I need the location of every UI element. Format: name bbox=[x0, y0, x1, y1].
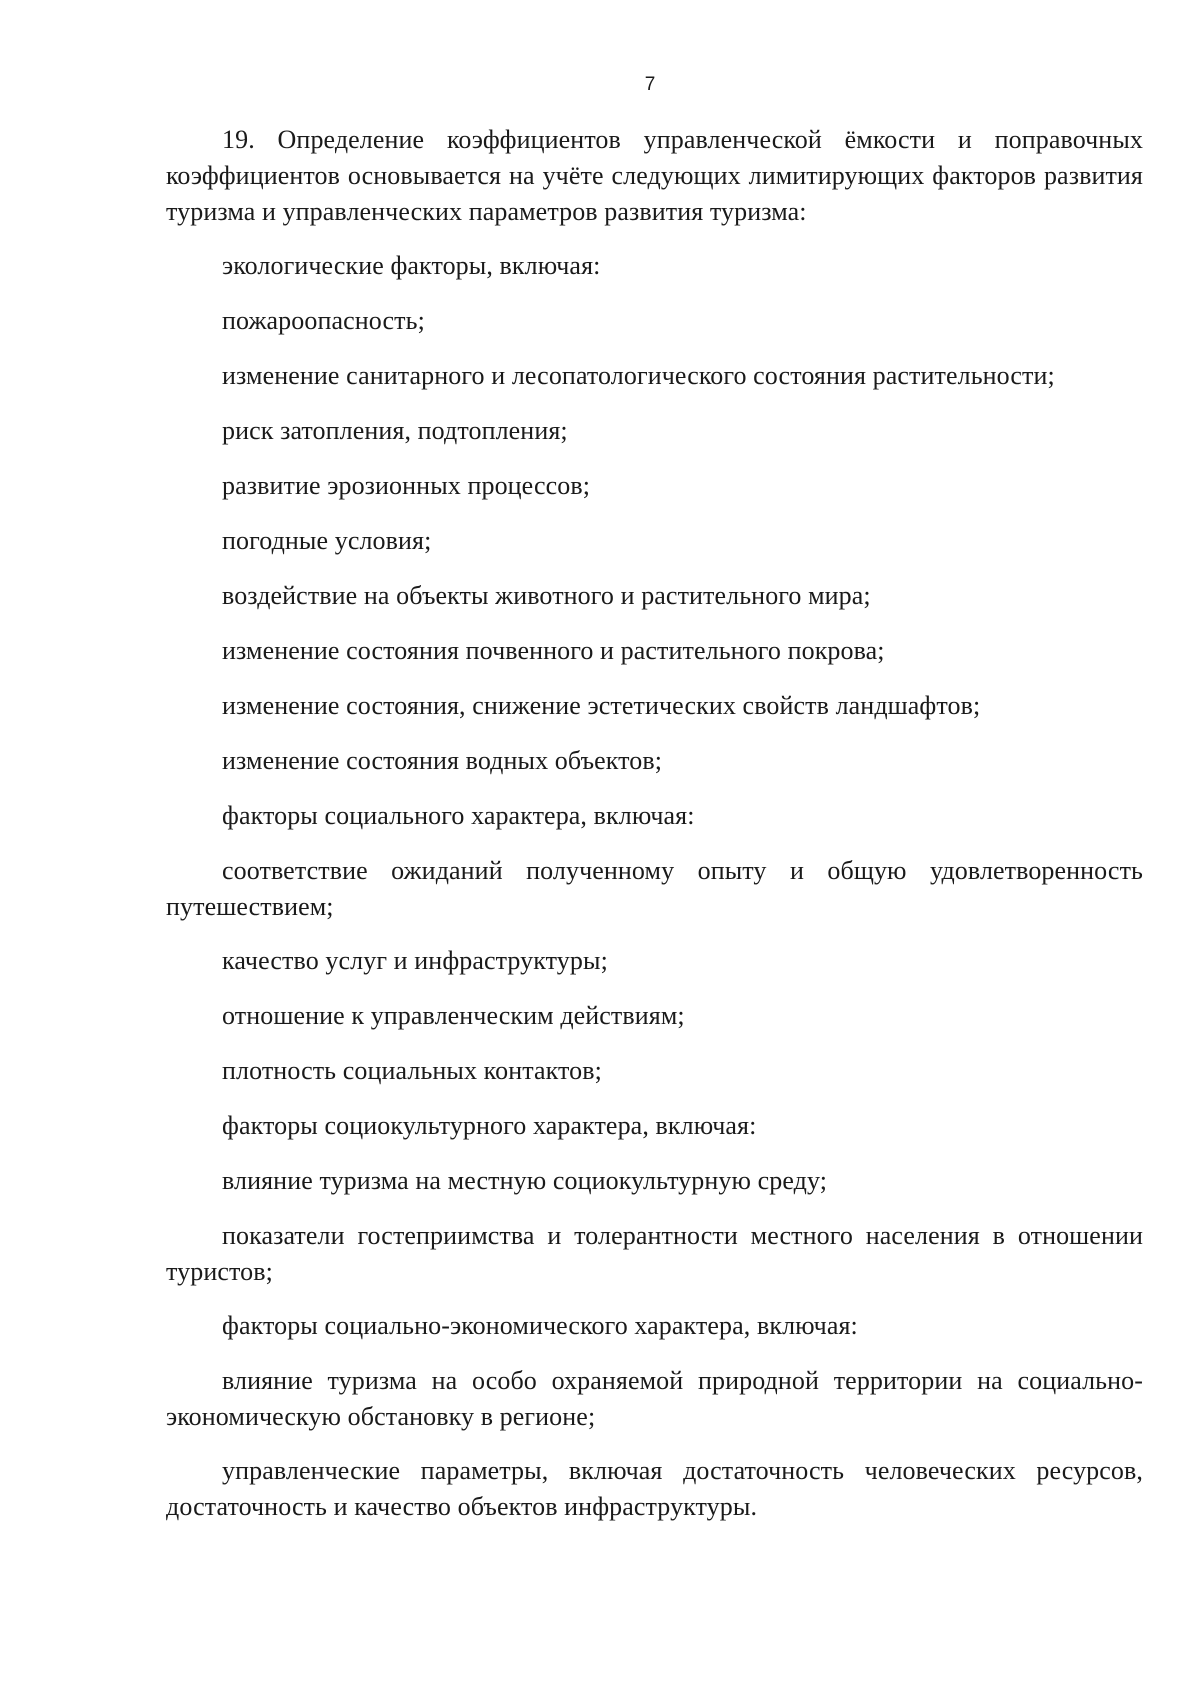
list-item-sociocultural-factors: факторы социокультурного характера, включая: bbox=[222, 1111, 757, 1140]
list-item-management-parameters: управленческие параметры, включая достаточность человеческих ресурсов, достаточность и качество объектов инфраструктуры. bbox=[166, 1456, 1143, 1521]
paragraph-19: 19. Определение коэффициентов управленческой ёмкости и поправочных коэффициентов основывается на учёте следующих лимитирующих факторов развития туризма и управленческих параметров развития туризма: bbox=[166, 125, 1143, 226]
list-item-sociocultural-impact: влияние туризма на местную социокультурную среду; bbox=[222, 1166, 828, 1195]
list-item-weather: погодные условия; bbox=[222, 526, 432, 555]
list-item-soil-cover: изменение состояния почвенного и растительного покрова; bbox=[222, 636, 885, 665]
list-item-vegetation-condition: изменение санитарного и лесопатологического состояния растительности; bbox=[222, 361, 1055, 390]
list-item-fire-hazard: пожароопасность; bbox=[222, 306, 425, 335]
list-item-erosion: развитие эрозионных процессов; bbox=[222, 471, 591, 500]
list-item-socioeconomic-impact: влияние туризма на особо охраняемой природной территории на социально-экономическую обстановку в регионе; bbox=[166, 1366, 1143, 1431]
list-item-ecological-factors: экологические факторы, включая: bbox=[222, 251, 601, 280]
list-item-expectations: соответствие ожиданий полученному опыту и общую удовлетворенность путешествием; bbox=[166, 856, 1143, 921]
list-item-service-quality: качество услуг и инфраструктуры; bbox=[222, 946, 608, 975]
list-item-water-bodies: изменение состояния водных объектов; bbox=[222, 746, 663, 775]
list-item-socioeconomic-factors: факторы социально-экономического характера, включая: bbox=[222, 1311, 858, 1340]
list-item-wildlife-impact: воздействие на объекты животного и растительного мира; bbox=[222, 581, 871, 610]
list-item-social-factors: факторы социального характера, включая: bbox=[222, 801, 695, 830]
list-item-hospitality: показатели гостеприимства и толерантности местного населения в отношении туристов; bbox=[166, 1221, 1143, 1286]
list-item-flood-risk: риск затопления, подтопления; bbox=[222, 416, 568, 445]
list-item-management-attitude: отношение к управленческим действиям; bbox=[222, 1001, 685, 1030]
page-number: 7 bbox=[644, 74, 656, 95]
list-item-social-density: плотность социальных контактов; bbox=[222, 1056, 602, 1085]
list-item-landscape-aesthetics: изменение состояния, снижение эстетических свойств ландшафтов; bbox=[222, 691, 981, 720]
document-body bbox=[166, 122, 1143, 1525]
